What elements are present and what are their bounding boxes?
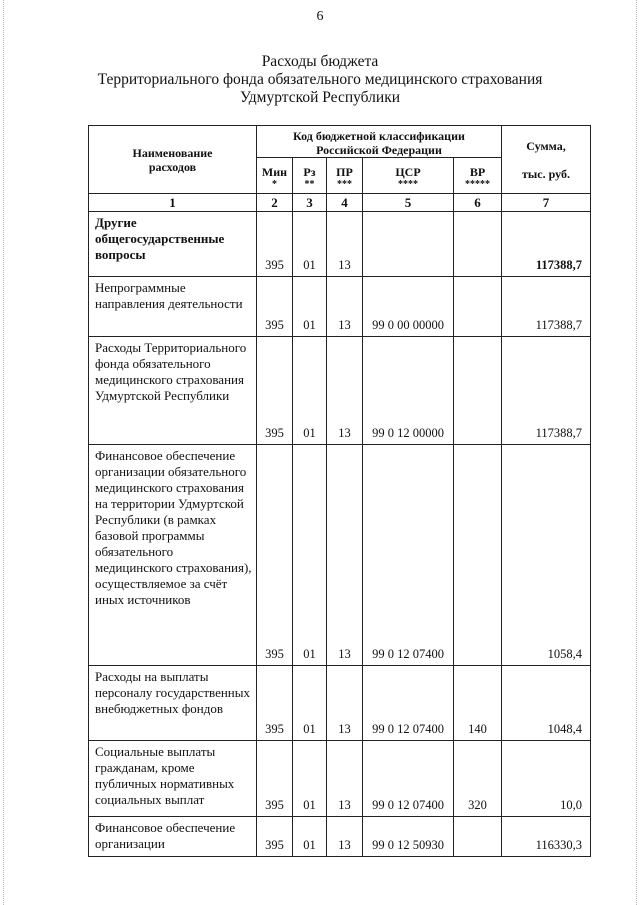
header-name-line-1: Наименование xyxy=(132,145,213,160)
title-line-3: Удмуртской Республики xyxy=(239,89,401,106)
header-csr-label: ЦСР xyxy=(395,165,421,179)
row-vr xyxy=(454,277,502,337)
row-vr: 320 xyxy=(454,741,502,817)
row-name: Социальные выплаты гражданам, кроме публичных нормативных социальных выплат xyxy=(89,741,257,817)
table-row xyxy=(89,337,591,445)
row-rz: 01 xyxy=(293,337,327,445)
row-pr: 13 xyxy=(327,741,363,817)
row-vr xyxy=(454,337,502,445)
document-title xyxy=(0,53,640,107)
header-rz-mark: ** xyxy=(304,179,315,190)
row-csr xyxy=(363,212,454,277)
row-vr xyxy=(454,212,502,277)
row-vr xyxy=(454,445,502,666)
row-csr: 99 0 12 07400 xyxy=(363,666,454,741)
column-number: 5 xyxy=(363,194,454,212)
row-name: Другие общегосударственные вопросы xyxy=(89,212,257,277)
row-csr: 99 0 12 00000 xyxy=(363,337,454,445)
column-number: 6 xyxy=(454,194,502,212)
header-sum xyxy=(502,126,591,194)
header-min xyxy=(257,158,293,194)
header-pr-mark: *** xyxy=(337,179,352,190)
row-vr: 140 xyxy=(454,666,502,741)
row-rz: 01 xyxy=(293,277,327,337)
header-min-label: Мин xyxy=(261,165,288,179)
row-pr: 13 xyxy=(327,666,363,741)
row-min: 395 xyxy=(257,277,293,337)
page-number: 6 xyxy=(316,9,324,24)
column-numbers-row xyxy=(89,194,591,212)
row-sum: 1048,4 xyxy=(502,666,591,741)
header-vr-label: ВР xyxy=(469,165,486,179)
row-rz: 01 xyxy=(293,741,327,817)
column-number: 1 xyxy=(89,194,257,212)
row-name: Финансовое обеспечение организации xyxy=(89,817,257,857)
row-name: Непрограммные направления деятельности xyxy=(89,277,257,337)
header-code-line-2: Российской Федерации xyxy=(316,143,442,157)
table-row xyxy=(89,741,591,817)
title-line-1: Расходы бюджета xyxy=(261,53,379,70)
row-min: 395 xyxy=(257,445,293,666)
row-sum: 116330,3 xyxy=(502,817,591,857)
row-sum: 117388,7 xyxy=(502,212,591,277)
title-line-2: Территориального фонда обязательного медицинского страхования xyxy=(97,71,543,88)
row-vr xyxy=(454,817,502,857)
row-pr: 13 xyxy=(327,277,363,337)
row-rz: 01 xyxy=(293,212,327,277)
column-number: 2 xyxy=(257,194,293,212)
row-sum: 10,0 xyxy=(502,741,591,817)
row-sum: 117388,7 xyxy=(502,337,591,445)
left-margin-line xyxy=(3,0,5,905)
row-min: 395 xyxy=(257,817,293,857)
header-code-line-1: Код бюджетной классификации xyxy=(293,129,465,143)
row-pr: 13 xyxy=(327,212,363,277)
row-rz: 01 xyxy=(293,445,327,666)
row-csr: 99 0 12 07400 xyxy=(363,445,454,666)
row-name: Расходы Территориального фонда обязательного медицинского страхования Удмуртской Республики xyxy=(89,337,257,445)
header-rz xyxy=(293,158,327,194)
table-row xyxy=(89,277,591,337)
row-sum: 117388,7 xyxy=(502,277,591,337)
right-margin-line xyxy=(636,0,638,905)
column-number: 4 xyxy=(327,194,363,212)
row-csr: 99 0 12 50930 xyxy=(363,817,454,857)
header-rz-label: Рз xyxy=(303,165,316,179)
column-number: 3 xyxy=(293,194,327,212)
header-pr xyxy=(327,158,363,194)
row-csr: 99 0 00 00000 xyxy=(363,277,454,337)
row-rz: 01 xyxy=(293,666,327,741)
header-name-line-2: расходов xyxy=(148,159,197,174)
column-number: 7 xyxy=(502,194,591,212)
row-min: 395 xyxy=(257,337,293,445)
row-rz: 01 xyxy=(293,817,327,857)
row-csr: 99 0 12 07400 xyxy=(363,741,454,817)
header-sum-line-2: тыс. руб. xyxy=(522,166,570,181)
table-row xyxy=(89,817,591,857)
budget-table xyxy=(88,125,591,857)
header-vr-mark: ***** xyxy=(465,179,490,190)
header-min-mark: * xyxy=(272,179,277,190)
header-pr-label: ПР xyxy=(336,165,353,179)
row-min: 395 xyxy=(257,212,293,277)
table-row xyxy=(89,666,591,741)
header-name xyxy=(89,126,257,194)
row-sum: 1058,4 xyxy=(502,445,591,666)
row-pr: 13 xyxy=(327,817,363,857)
header-csr-mark: **** xyxy=(398,179,418,190)
header-csr xyxy=(363,158,454,194)
row-min: 395 xyxy=(257,741,293,817)
table-row xyxy=(89,445,591,666)
row-name: Расходы на выплаты персоналу государственных внебюджетных фондов xyxy=(89,666,257,741)
row-name: Финансовое обеспечение организации обязательного медицинского страхования на территории Удмуртской Республики (в рамках базовой программы обязательного медицинского страхования), осуществляемое за счёт иных источников xyxy=(89,445,257,666)
header-sum-line-1: Сумма, xyxy=(526,138,566,153)
row-pr: 13 xyxy=(327,337,363,445)
row-min: 395 xyxy=(257,666,293,741)
row-pr: 13 xyxy=(327,445,363,666)
header-classification-code xyxy=(257,126,502,158)
table-row xyxy=(89,212,591,277)
header-vr xyxy=(454,158,502,194)
